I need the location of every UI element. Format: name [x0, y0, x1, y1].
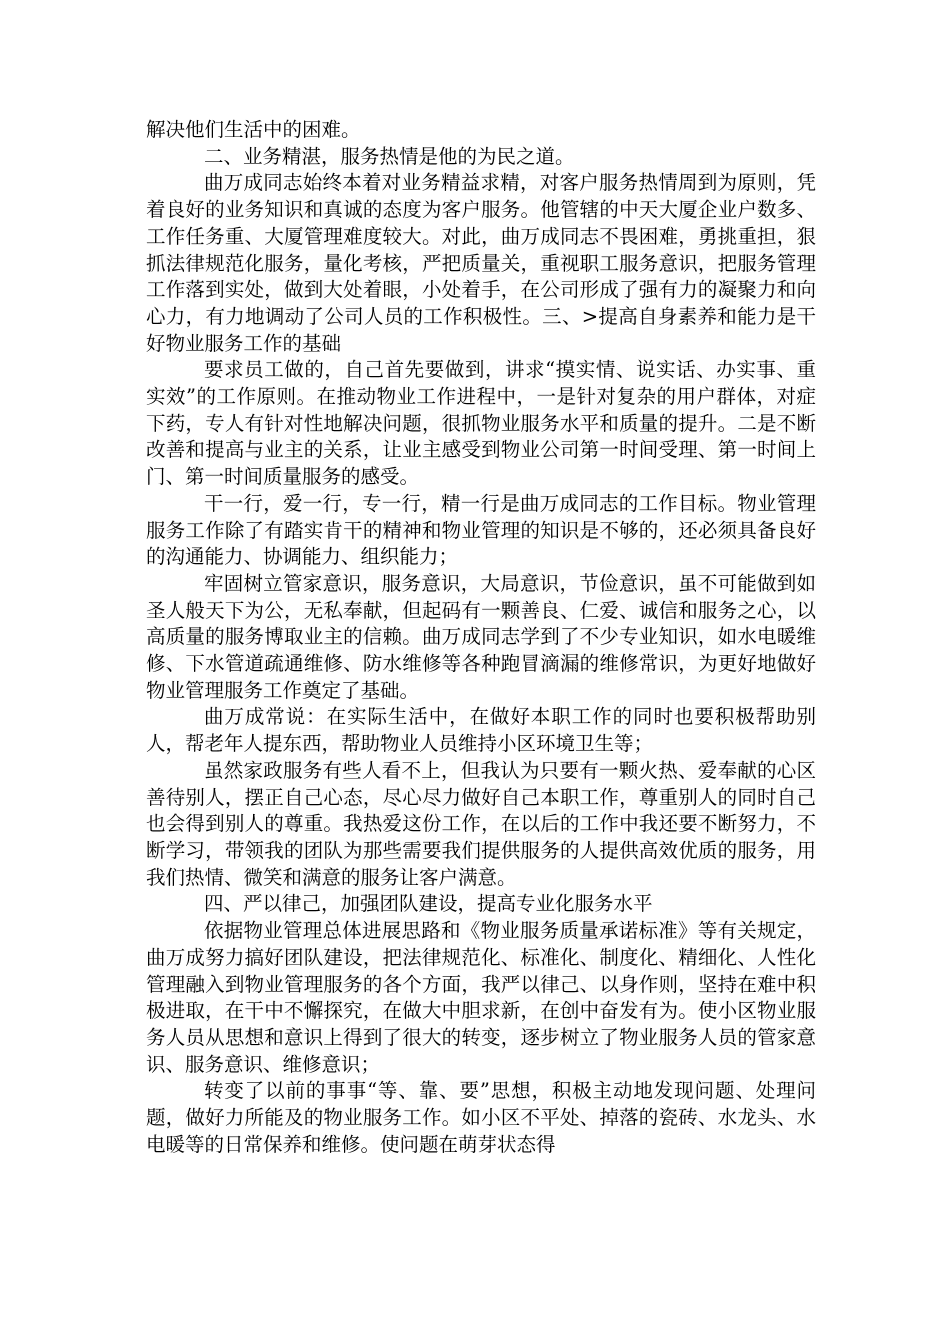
- section-heading-4: 四、严以律己，加强团队建设，提高专业化服务水平: [204, 892, 653, 916]
- paragraph: 曲万成常说：在实际生活中，在做好本职工作的同时也要积极帮助别人，帮老年人提东西，帮助物业人员维持小区环境卫生等；: [146, 705, 816, 756]
- paragraph: 干一行，爱一行，专一行，精一行是曲万成同志的工作目标。物业管理服务工作除了有踏实肯干的精神和物业管理的知识是不够的，还必须具备良好的沟通能力、协调能力、组织能力；: [146, 491, 816, 569]
- paragraph: 曲万成同志始终本着对业务精益求精，对客户服务热情周到为原则，凭着良好的业务知识和真诚的态度为客户服务。他管辖的中天大厦企业户数多、工作任务重、大厦管理难度较大。对此，曲万成同志不畏困难，勇挑重担，狠抓法律规范化服务，量化考核，严把质量关，重视职工服务意识，把服务管理工作落到实处，做到大处着眼，小处着手，在公司形成了强有力的凝聚力和向心力，有力地调动了公司人员的工作积极性。三、>提高自身素养和能力是干好物业服务工作的基础: [146, 171, 816, 355]
- section-heading-2: 二、业务精湛，服务热情是他的为民之道。: [204, 144, 575, 168]
- paragraph: 转变了以前的事事“等、靠、要”思想，积极主动地发现问题、处理问题，做好力所能及的物业服务工作。如小区不平处、掉落的瓷砖、水龙头、水电暖等的日常保养和维修。使问题在萌芽状态得: [146, 1079, 816, 1156]
- paragraph: 虽然家政服务有些人看不上，但我认为只要有一颗火热、爱奉献的心区善待别人，摆正自己心态，尽心尽力做好自己本职工作，尊重别人的同时自己也会得到别人的尊重。我热爱这份工作，在以后的工作中我还要不断努力，不断学习，带领我的团队为那些需要我们提供服务的人提供高效优质的服务，用我们热情、微笑和满意的服务让客户满意。: [146, 758, 816, 889]
- paragraph: 解决他们生活中的困难。: [146, 118, 361, 141]
- document-body: [146, 117, 816, 1158]
- paragraph: 依据物业管理总体进展思路和《物业服务质量承诺标准》等有关规定，曲万成努力搞好团队建设，把法律规范化、标准化、制度化、精细化、人性化管理融入到物业管理服务的各个方面，我严以律己、以身作则，坚持在难中积极进取，在干中不懈探究，在做大中胆求新，在创中奋发有为。使小区物业服务人员从思想和意识上得到了很大的转变，逐步树立了物业服务人员的管家意识、服务意识、维修意识；: [146, 919, 816, 1076]
- paragraph: 要求员工做的，自己首先要做到，讲求“摸实情、说实话、办实事、重实效”的工作原则。在推动物业工作进程中，一是针对复杂的用户群体，对症下药，专人有针对性地解决问题，很抓物业服务水平和质量的提升。二是不断改善和提高与业主的关系，让业主感受到物业公司第一时间受理、第一时间上门、第一时间质量服务的感受。: [146, 358, 816, 489]
- paragraph: 牢固树立管家意识，服务意识，大局意识，节俭意识，虽不可能做到如圣人般天下为公，无私奉献，但起码有一颗善良、仁爱、诚信和服务之心，以高质量的服务博取业主的信赖。曲万成同志学到了不少专业知识，如水电暖维修、下水管道疏通维修、防水维修等各种跑冒滴漏的维修常识，为更好地做好物业管理服务工作奠定了基础。: [146, 571, 816, 702]
